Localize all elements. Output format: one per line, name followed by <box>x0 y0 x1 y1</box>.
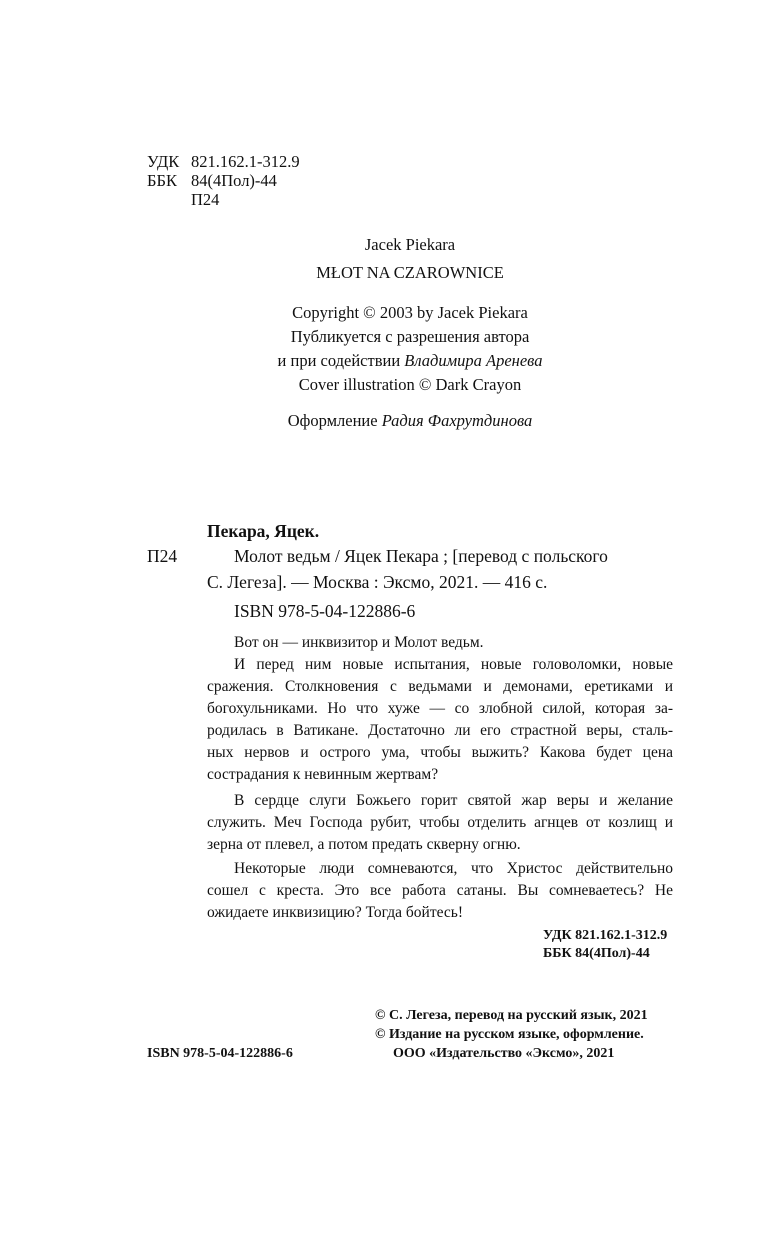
udk-label: УДК <box>147 152 180 171</box>
annotation-p2-line: сострадания к невинным жертвам? <box>207 766 439 783</box>
edition-copyright-line-2: ООО «Издательство «Эксмо», 2021 <box>393 1046 615 1061</box>
bib-line-1: Молот ведьм / Яцек Пекара ; [перевод с польского <box>234 546 608 566</box>
bbk-label: ББК <box>147 171 177 190</box>
annotation-p4-line: сошел с креста. Это все работа сатаны. Вы сомневаетесь? Не <box>207 882 673 899</box>
udk-value: 821.162.1-312.9 <box>191 152 300 171</box>
author-mark: П24 <box>191 190 220 209</box>
bbk-value: 84(4Пол)-44 <box>191 171 277 190</box>
annotation-p3-line: служить. Меч Господа рубит, чтобы отделить агнцев от козлищ и <box>207 814 673 831</box>
bib-line-2: С. Легеза]. — Москва : Эксмо, 2021. — 416 с. <box>207 572 548 592</box>
translation-copyright: © С. Легеза, перевод на русский язык, 2021 <box>375 1008 648 1023</box>
annotation-p2-line: богохульниками. Но что хуже — со злобной силой, которая за- <box>207 700 673 717</box>
annotation-p4-line: ожидаете инквизицию? Тогда бойтесь! <box>207 904 463 921</box>
annotation-p2-line: сражения. Столкновения с ведьмами и демонами, еретиками и <box>207 678 673 695</box>
footer-isbn: ISBN 978-5-04-122886-6 <box>147 1046 293 1061</box>
bib-mark: П24 <box>147 546 178 566</box>
original-author: Jacek Piekara <box>364 235 456 254</box>
annotation-p2-line: ных нервов и острого ума, чтобы выжить? Какова будет цена <box>207 744 673 761</box>
assistance-name: Владимира Аренева <box>404 351 543 370</box>
assistance-line <box>0 350 768 372</box>
udk-code: УДК 821.162.1-312.9 <box>543 928 668 943</box>
annotation-p3-line: зерна от плевел, а потом предать скверну огню. <box>207 836 521 853</box>
edition-copyright-line-1: © Издание на русском языке, оформление. <box>375 1027 644 1042</box>
bib-isbn: ISBN 978-5-04-122886-6 <box>234 601 416 621</box>
design-prefix: Оформление <box>287 411 382 430</box>
annotation-p2-line: И перед ним новые испытания, новые головоломки, новые <box>234 656 673 673</box>
bib-heading: Пекара, Яцек. <box>207 521 320 541</box>
annotation-p1: Вот он — инквизитор и Молот ведьм. <box>234 634 484 651</box>
cover-line: Cover illustration © Dark Crayon <box>298 375 522 394</box>
copyright-line: Copyright © 2003 by Jacek Piekara <box>292 303 528 322</box>
permission-line: Публикуется с разрешения автора <box>290 327 530 346</box>
design-name: Радия Фахрутдинова <box>381 411 533 430</box>
original-title: MŁOT NA CZAROWNICE <box>316 263 504 282</box>
annotation-p2-line: родилась в Ватикане. Достаточно ли его страстной веры, сталь- <box>207 722 673 739</box>
annotation-p3-line: В сердце слуги Божьего горит святой жар веры и желание <box>234 792 673 809</box>
annotation-p4-line: Некоторые люди сомневаются, что Христос действительно <box>234 860 673 877</box>
bbk-code: ББК 84(4Пол)-44 <box>543 946 650 961</box>
assistance-prefix: и при содействии <box>277 351 405 370</box>
design-line <box>0 410 768 432</box>
